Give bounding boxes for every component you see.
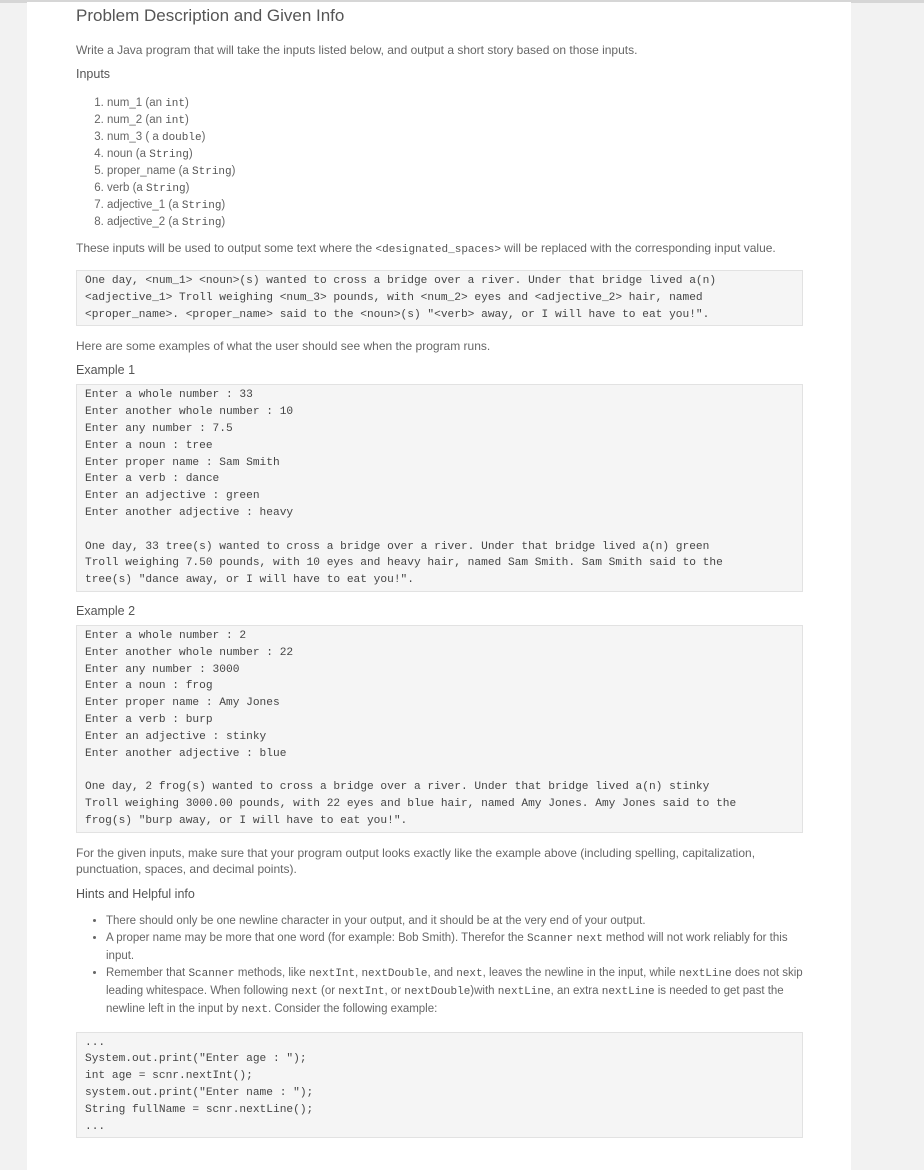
example-1-output: Enter a whole number : 33 Enter another whole number : 10 Enter any number : 7.5 Enter a noun : tree Enter proper name : Sam Smith Enter a verb : dance Enter an adjective : green Enter another adjective : heavy One day, 33 tree(s) wanted to cross a bridge over a river. Under that bridge lived a(n) green Troll weighing 7.50 pounds, with 10 eyes and heavy hair, named Sam Smith. Sam Smith said to the tree(s) "dance away, or I will have to eat you!". — [76, 384, 803, 592]
inputs-heading: Inputs — [76, 67, 111, 81]
input-item: 1. num_1 (an int) — [107, 95, 806, 112]
input-item: 6. verb (a String) — [107, 180, 806, 197]
code-example-block: ... System.out.print("Enter age : "); int age = scnr.nextInt(); system.out.print("Enter name : "); String fullName = scnr.nextLine(); ... — [76, 1032, 803, 1139]
input-item: 8. adjective_2 (a String) — [107, 214, 806, 231]
hint-item: • Remember that Scanner methods, like nextInt, nextDouble, and next, leaves the newline in the input, while nextLine does not skip leading whitespace. When following next (or nextInt, or nextDouble)with nextLine, an extra nextLine is needed to get past the newline left in the input by next. Consider the following example: — [106, 965, 806, 1019]
hint-item: • A proper name may be more that one word (for example: Bob Smith). Therefor the Scanner next method will not work reliably for this input. — [106, 930, 806, 965]
input-item: 3. num_3 ( a double) — [107, 129, 806, 146]
example-2-output: Enter a whole number : 2 Enter another whole number : 22 Enter any number : 3000 Enter a noun : frog Enter proper name : Amy Jones Enter a verb : burp Enter an adjective : stinky Enter another adjective : blue One day, 2 frog(s) wanted to cross a bridge over a river. Under that bridge lived a(n) stinky Troll weighing 3000.00 pounds, with 22 eyes and blue hair, named Amy Jones. Amy Jones said to the frog(s) "burp away, or I will have to eat you!". — [76, 625, 803, 833]
hints-heading: Hints and Helpful info — [76, 886, 195, 901]
examples-intro: Here are some examples of what the user should see when the program runs. — [76, 339, 491, 354]
page-title: Problem Description and Given Info — [76, 6, 345, 25]
intro-text: Write a Java program that will take the inputs listed below, and output a short story based on those inputs. — [76, 43, 638, 57]
hints-list — [76, 913, 806, 1019]
example-1-heading: Example 1 — [76, 363, 136, 378]
input-item: 5. proper_name (a String) — [107, 163, 806, 180]
document-page — [27, 2, 851, 1170]
inputs-list — [76, 95, 806, 231]
replace-note: These inputs will be used to output some text where the <designated_spaces> will be replaced with the corresponding input value. — [76, 241, 776, 256]
input-item: 7. adjective_1 (a String) — [107, 197, 806, 214]
document-content — [76, 2, 806, 1138]
input-item: 2. num_2 (an int) — [107, 112, 806, 129]
input-item: 4. noun (a String) — [107, 146, 806, 163]
exact-output-note: For the given inputs, make sure that your program output looks exactly like the example above (including spelling, capitalization, punctuation, spaces, and decimal points). — [76, 845, 756, 876]
story-template-block: One day, <num_1> <noun>(s) wanted to cross a bridge over a river. Under that bridge lived a(n) <adjective_1> Troll weighing <num_3> pounds, with <num_2> eyes and <adjective_2> hair, named <proper_name>. <proper_name> said to the <noun>(s) "<verb> away, or I will have to eat you!". — [76, 270, 803, 326]
hint-item: • There should only be one newline character in your output, and it should be at the very end of your output. — [106, 913, 806, 930]
example-2-heading: Example 2 — [76, 603, 136, 618]
